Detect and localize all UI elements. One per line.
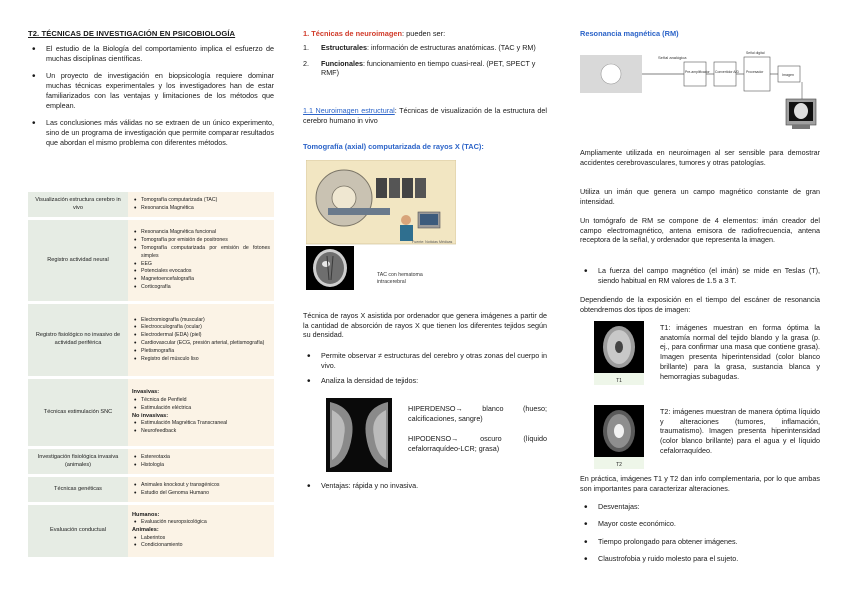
- list-item: • Electromiografía (muscular): [132, 317, 270, 325]
- intro-list: [28, 44, 274, 147]
- list-item: • Neurofeedback: [132, 428, 270, 436]
- list-item: • Estimulación eléctrica: [132, 405, 270, 413]
- patient-table: [328, 208, 390, 215]
- list-item: • Desventajas:: [580, 502, 820, 512]
- group-heading: Animales:: [132, 527, 159, 534]
- list-item: • Magnetoencefalografía: [132, 276, 270, 284]
- diagram-label: Convertidor A/D: [715, 70, 739, 74]
- list-item: • Estimulación Magnética Transcraneal: [132, 420, 270, 428]
- rm-heading: Resonancia magnética (RM): [580, 29, 679, 38]
- preamp-box: [684, 62, 706, 86]
- group-heading: Humanos:: [132, 511, 160, 518]
- section-heading-rest: : pueden ser:: [402, 29, 446, 38]
- subsection-description: : Técnicas de visualización de la estructura del cerebro humano in vivo: [303, 106, 547, 125]
- item-term: Estructurales: [321, 43, 367, 52]
- list-item: • Cardiovascular (ECG, presión arterial, pletismografía): [132, 340, 270, 348]
- converter-box: [714, 62, 736, 86]
- list-item: • Permite observar ≠ estructuras del cerebro y otras zonas del cuerpo in vivo.: [303, 351, 547, 370]
- column-3: [580, 0, 820, 600]
- row-label: Técnicas estimulación SNC: [28, 379, 128, 446]
- section-heading: [303, 29, 445, 39]
- list-item: • Electrodermal (EDA) (piel): [132, 332, 270, 340]
- diagram-label: Imagen: [782, 73, 794, 77]
- disadvantages-items: [580, 519, 820, 564]
- list-item: • Tomografía computarizada por emisión de fotones simples: [132, 245, 270, 261]
- list-item: • Claustrofobia y ruido molesto para el sujeto.: [580, 554, 820, 564]
- diagram-label: Procesador: [746, 70, 764, 74]
- row-label: Registro actividad neural: [28, 220, 128, 301]
- group-heading: No invasivas:: [132, 412, 169, 419]
- types-list: [303, 43, 547, 78]
- page-title: T2. TÉCNICAS DE INVESTIGACIÓN EN PSICOBIOLOGÍA: [28, 29, 236, 38]
- row-label: Investigación fisiológica invasiva (animales): [28, 449, 128, 474]
- image-credit: Fuente: Noticias Médicas: [412, 240, 453, 244]
- table-row: [28, 192, 274, 217]
- item-description: : funcionamiento en tiempo cuasi-real. (PET, SPECT y RMF): [321, 58, 536, 78]
- list-item: • Estereotaxia: [132, 454, 270, 462]
- list-item: • Laberintos: [132, 535, 270, 543]
- list-item: • Tomografía computarizada (TAC): [132, 197, 270, 205]
- list-item: • El estudio de la Biología del comportamiento implica el esfuerzo de muchas disciplinas científicas.: [28, 44, 274, 63]
- rm-paragraph-1: Ampliamente utilizada en neuroimagen al ser sensible para demostrar accidentes cerebrovasculares, tumores y otras patologías.: [580, 148, 820, 167]
- list-item: • Estudio del Genoma Humano: [132, 490, 270, 498]
- item-number: 1.: [303, 43, 309, 52]
- rm-features-list: [580, 266, 820, 285]
- advantages-list: [303, 481, 547, 491]
- processor-box: [744, 57, 770, 91]
- list-item: • Resonancia Magnética: [132, 205, 270, 213]
- list-item: • Animales knockout y transgénicos: [132, 482, 270, 490]
- list-item: [303, 43, 547, 53]
- subsection-intro: [303, 106, 547, 125]
- list-item: • Pletismografía: [132, 348, 270, 356]
- diagram-label: Señal analógica: [658, 55, 687, 60]
- column-2: [303, 0, 547, 600]
- item-description: : información de estructuras anatómicas. (TAC y RM): [366, 43, 536, 52]
- tac-heading: Tomografía (axial) computarizada de rayos X (TAC):: [303, 142, 484, 151]
- list-item: • Registro del músculo liso: [132, 356, 270, 364]
- list-item: • Técnica de Penfield: [132, 397, 270, 405]
- list-item: • EEG: [132, 261, 270, 269]
- group-heading: Invasivas:: [132, 389, 160, 396]
- list-item: • La fuerza del campo magnético (el imán) se mide en Teslas (T), siendo habitual en RM valores de 1.5 a 3 T.: [580, 266, 820, 285]
- techniques-table: [28, 189, 274, 560]
- tac-description: Técnica de rayos X asistida por ordenador que genera imágenes a partir de la cantidad de absorción de rayos X que tienen los diferentes tejidos según su densidad.: [303, 311, 547, 340]
- list-item: • Un proyecto de investigación en biopsicología requiere dominar muchas técnicas experimentales y los investigadores han de estar familiarizados con las ventajas y limitaciones de los métodos que emplean.: [28, 71, 274, 110]
- table-row: [28, 477, 274, 502]
- item-number: 2.: [303, 58, 309, 68]
- rm-paragraph-4: Dependiendo de la exposición en el tiempo del escáner de resonancia obtendremos dos tipos de imagen:: [580, 295, 820, 314]
- diagram-label: Señal digital: [746, 51, 765, 55]
- list-item: • Las conclusiones más válidas no se extraen de un único experimento, sino de un programa de investigación que permite comparar resultados que abordan el mismo problema con diferentes métodos.: [28, 118, 274, 147]
- rm-paragraph-2: Utiliza un imán que genera un campo magnético constante de gran intensidad.: [580, 187, 820, 206]
- t1-image: [594, 321, 644, 385]
- row-label: Técnicas genéticas: [28, 477, 128, 502]
- rm-paragraph-3: Un tomógrafo de RM se compone de 4 elementos: imán creador del campo electromagnético, antena emisora de radiofrecuencia, antena receptora de la señal, y ordenador que representa la imagen.: [580, 216, 820, 245]
- table-row: [28, 449, 274, 474]
- row-label: Registro fisiológico no invasivo de actividad periférica: [28, 304, 128, 376]
- subsection-link[interactable]: 1.1 Neuroimagen estructural: [303, 106, 395, 115]
- list-item: • Potenciales evocados: [132, 268, 270, 276]
- list-item: • Corticografía: [132, 284, 270, 292]
- disadvantages-list: [580, 502, 820, 512]
- table-row: [28, 379, 274, 446]
- list-item: • Tomografía por emisión de positrones: [132, 237, 270, 245]
- list-item: • Histología: [132, 462, 270, 470]
- t1-label: T1: [616, 378, 622, 384]
- list-item: • Evaluación neuropsicológica: [132, 519, 270, 527]
- diagram-label: Pre-amplificador: [685, 70, 710, 74]
- tac-illustration: [306, 160, 456, 290]
- row-label: Visualización estructura cerebro in vivo: [28, 192, 128, 217]
- list-item: • Ventajas: rápida y no invasiva.: [303, 481, 547, 491]
- row-label: Evaluación conductual: [28, 505, 128, 557]
- list-item: • Mayor coste económico.: [580, 519, 820, 529]
- list-item: • Analiza la densidad de tejidos:: [303, 376, 547, 386]
- column-1: [28, 0, 274, 600]
- operator-figure: [401, 215, 411, 225]
- list-item: • Tiempo prolongado para obtener imágenes.: [580, 537, 820, 547]
- item-term: Funcionales: [321, 58, 363, 68]
- table-row: [28, 304, 274, 376]
- list-item: • Condicionamiento: [132, 542, 270, 550]
- density-image: [326, 398, 392, 472]
- t1-description: T1: imágenes muestran en forma óptima la anatomía normal del tejido blando y la grasa (p. ej., para confirmar una masa que contiene grasa). Imagen presenta hiperintensidad (color blanco brillante) para la grasa, sustancia blanca y hemorragias subagudas.: [660, 323, 820, 381]
- rm-paragraph-5: En práctica, imágenes T1 y T2 dan info complementaria, por lo que ambas son importantes para caracterizar alteraciones.: [580, 474, 820, 493]
- list-item: • Resonancia Magnética funcional: [132, 229, 270, 237]
- t2-description: T2: imágenes muestran de manera óptima líquido y alteraciones (tumores, inflamación, traumatismo). Imagen presenta hiperintensidad (color blanco brillante) para el agua y el líquido cefalorraquídeo.: [660, 407, 820, 455]
- table-row: [28, 505, 274, 557]
- hypodense-text: HIPODENSO→ oscuro (líquido cefalorraquídeo-LCR; grasa): [408, 434, 547, 453]
- section-number: 1. Técnicas de neuroimagen: [303, 29, 402, 38]
- table-row: [28, 220, 274, 301]
- t2-label: T2: [616, 462, 622, 468]
- list-item: [303, 59, 547, 78]
- list-item: • Electrooculografía (ocular): [132, 324, 270, 332]
- hyperdense-text: HIPERDENSO→ blanco (hueso; calcificaciones, sangre): [408, 404, 547, 423]
- t2-image: [594, 405, 644, 469]
- tac-features-list: [303, 351, 547, 386]
- image-caption: TAC con hematoma intracerebral: [377, 272, 423, 285]
